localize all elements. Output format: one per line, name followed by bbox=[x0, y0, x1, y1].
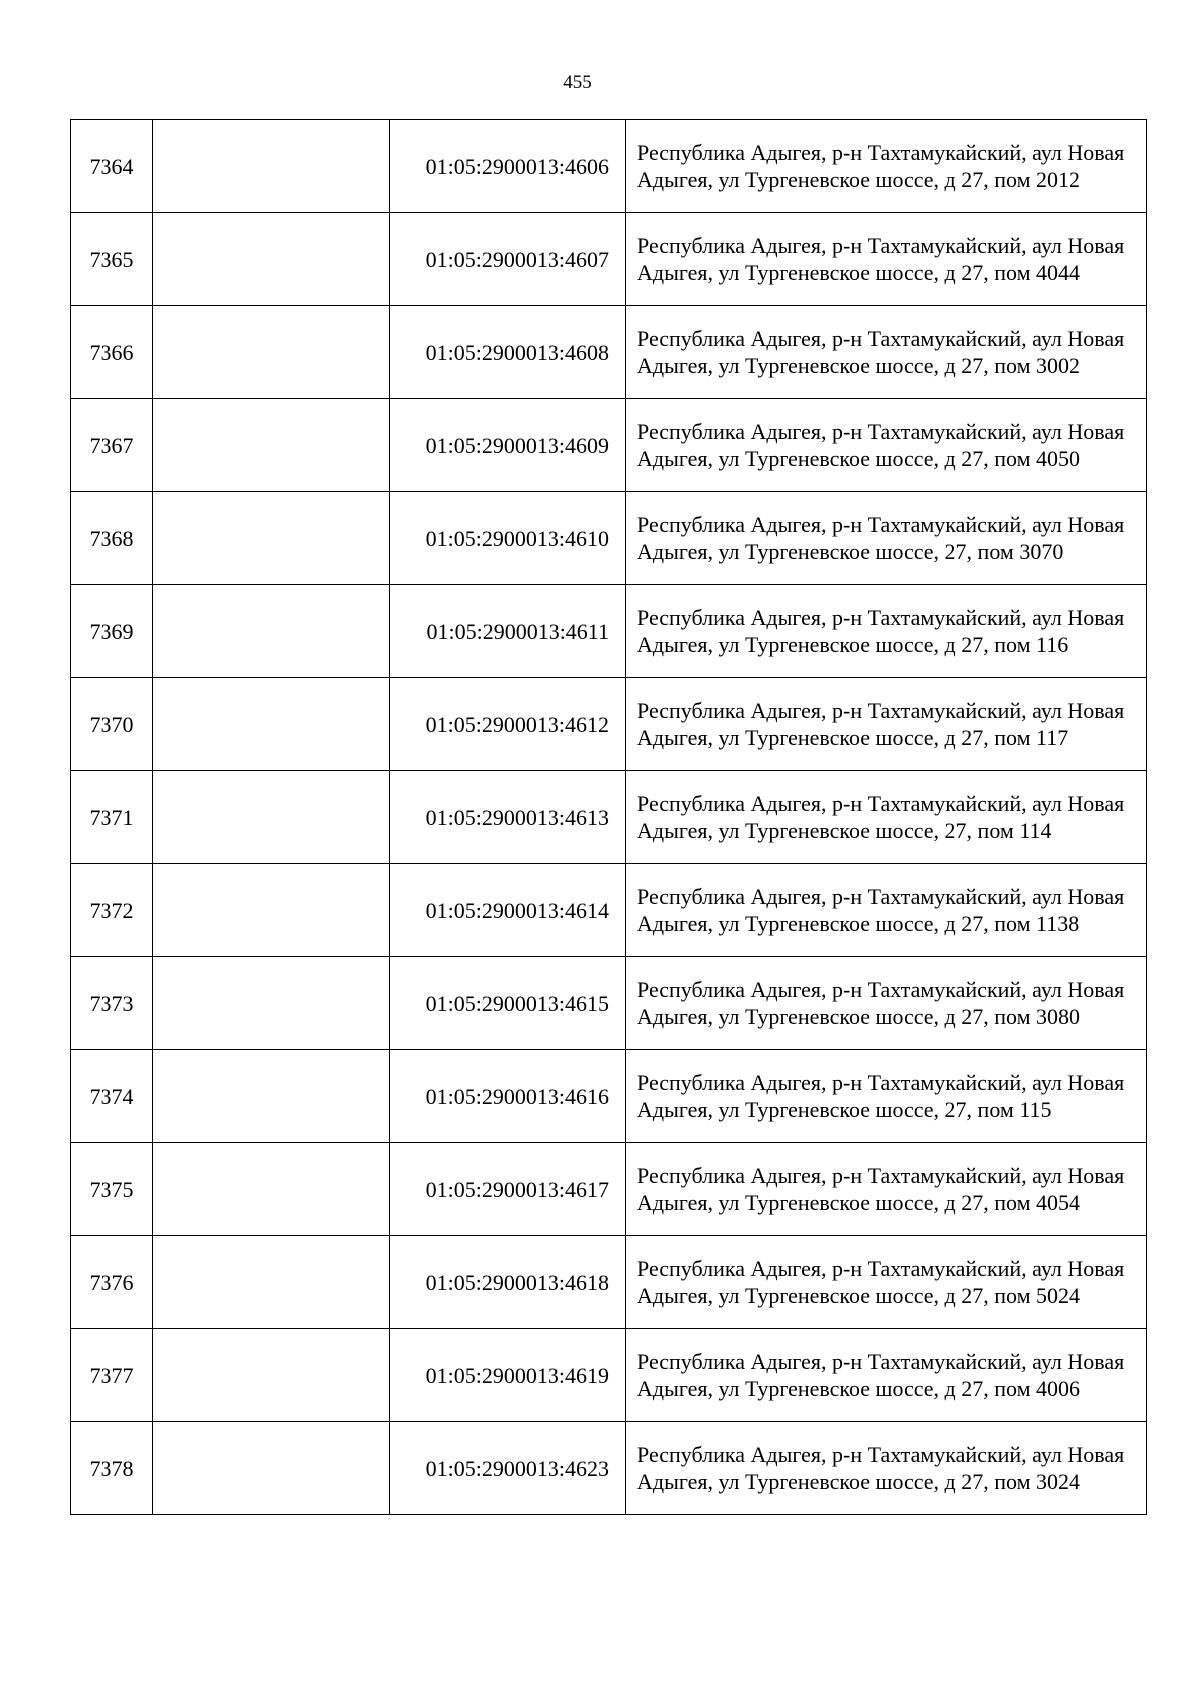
cadastral-number: 01:05:2900013:4623 bbox=[390, 1422, 626, 1515]
row-number: 7364 bbox=[71, 120, 153, 213]
property-registry-table bbox=[70, 119, 1147, 1515]
table-row bbox=[71, 678, 1147, 771]
row-number: 7372 bbox=[71, 864, 153, 957]
table-row bbox=[71, 585, 1147, 678]
address: Республика Адыгея, р-н Тахтамукайский, аул Новая Адыгея, ул Тургеневское шоссе, д 27, пом 116 bbox=[626, 585, 1147, 678]
row-number: 7370 bbox=[71, 678, 153, 771]
table-row bbox=[71, 957, 1147, 1050]
row-number: 7367 bbox=[71, 399, 153, 492]
cadastral-number: 01:05:2900013:4616 bbox=[390, 1050, 626, 1143]
address: Республика Адыгея, р-н Тахтамукайский, аул Новая Адыгея, ул Тургеневское шоссе, д 27, пом 2012 bbox=[626, 120, 1147, 213]
cadastral-number: 01:05:2900013:4612 bbox=[390, 678, 626, 771]
empty-cell bbox=[153, 1236, 390, 1329]
address: Республика Адыгея, р-н Тахтамукайский, аул Новая Адыгея, ул Тургеневское шоссе, д 27, пом 4054 bbox=[626, 1143, 1147, 1236]
empty-cell bbox=[153, 492, 390, 585]
address: Республика Адыгея, р-н Тахтамукайский, аул Новая Адыгея, ул Тургеневское шоссе, 27, пом 115 bbox=[626, 1050, 1147, 1143]
empty-cell bbox=[153, 399, 390, 492]
table-row bbox=[71, 771, 1147, 864]
cadastral-number: 01:05:2900013:4615 bbox=[390, 957, 626, 1050]
row-number: 7368 bbox=[71, 492, 153, 585]
row-number: 7375 bbox=[71, 1143, 153, 1236]
address: Республика Адыгея, р-н Тахтамукайский, аул Новая Адыгея, ул Тургеневское шоссе, д 27, пом 117 bbox=[626, 678, 1147, 771]
cadastral-number: 01:05:2900013:4614 bbox=[390, 864, 626, 957]
cadastral-number: 01:05:2900013:4610 bbox=[390, 492, 626, 585]
table-row bbox=[71, 1236, 1147, 1329]
empty-cell bbox=[153, 1422, 390, 1515]
row-number: 7371 bbox=[71, 771, 153, 864]
empty-cell bbox=[153, 957, 390, 1050]
empty-cell bbox=[153, 585, 390, 678]
page-number: 455 bbox=[563, 72, 592, 93]
address: Республика Адыгея, р-н Тахтамукайский, аул Новая Адыгея, ул Тургеневское шоссе, д 27, пом 5024 bbox=[626, 1236, 1147, 1329]
address: Республика Адыгея, р-н Тахтамукайский, аул Новая Адыгея, ул Тургеневское шоссе, д 27, пом 1138 bbox=[626, 864, 1147, 957]
address: Республика Адыгея, р-н Тахтамукайский, аул Новая Адыгея, ул Тургеневское шоссе, д 27, пом 4044 bbox=[626, 213, 1147, 306]
table-row bbox=[71, 213, 1147, 306]
address: Республика Адыгея, р-н Тахтамукайский, аул Новая Адыгея, ул Тургеневское шоссе, д 27, пом 3002 bbox=[626, 306, 1147, 399]
table-row bbox=[71, 1329, 1147, 1422]
table-body bbox=[71, 120, 1147, 1515]
cadastral-number: 01:05:2900013:4611 bbox=[390, 585, 626, 678]
address: Республика Адыгея, р-н Тахтамукайский, аул Новая Адыгея, ул Тургеневское шоссе, д 27, пом 4006 bbox=[626, 1329, 1147, 1422]
row-number: 7377 bbox=[71, 1329, 153, 1422]
empty-cell bbox=[153, 1329, 390, 1422]
table-row bbox=[71, 399, 1147, 492]
row-number: 7374 bbox=[71, 1050, 153, 1143]
empty-cell bbox=[153, 864, 390, 957]
cadastral-number: 01:05:2900013:4617 bbox=[390, 1143, 626, 1236]
empty-cell bbox=[153, 120, 390, 213]
table-row bbox=[71, 120, 1147, 213]
empty-cell bbox=[153, 1050, 390, 1143]
empty-cell bbox=[153, 213, 390, 306]
row-number: 7378 bbox=[71, 1422, 153, 1515]
cadastral-number: 01:05:2900013:4613 bbox=[390, 771, 626, 864]
table-row bbox=[71, 492, 1147, 585]
cadastral-number: 01:05:2900013:4607 bbox=[390, 213, 626, 306]
table-row bbox=[71, 1422, 1147, 1515]
row-number: 7376 bbox=[71, 1236, 153, 1329]
cadastral-number: 01:05:2900013:4608 bbox=[390, 306, 626, 399]
empty-cell bbox=[153, 771, 390, 864]
table-row bbox=[71, 1143, 1147, 1236]
address: Республика Адыгея, р-н Тахтамукайский, аул Новая Адыгея, ул Тургеневское шоссе, д 27, пом 4050 bbox=[626, 399, 1147, 492]
address: Республика Адыгея, р-н Тахтамукайский, аул Новая Адыгея, ул Тургеневское шоссе, 27, пом 114 bbox=[626, 771, 1147, 864]
table-row bbox=[71, 306, 1147, 399]
address: Республика Адыгея, р-н Тахтамукайский, аул Новая Адыгея, ул Тургеневское шоссе, д 27, пом 3024 bbox=[626, 1422, 1147, 1515]
table-row bbox=[71, 864, 1147, 957]
row-number: 7366 bbox=[71, 306, 153, 399]
empty-cell bbox=[153, 306, 390, 399]
table-row bbox=[71, 1050, 1147, 1143]
address: Республика Адыгея, р-н Тахтамукайский, аул Новая Адыгея, ул Тургеневское шоссе, д 27, пом 3080 bbox=[626, 957, 1147, 1050]
row-number: 7365 bbox=[71, 213, 153, 306]
cadastral-number: 01:05:2900013:4606 bbox=[390, 120, 626, 213]
row-number: 7373 bbox=[71, 957, 153, 1050]
address: Республика Адыгея, р-н Тахтамукайский, аул Новая Адыгея, ул Тургеневское шоссе, 27, пом 3070 bbox=[626, 492, 1147, 585]
row-number: 7369 bbox=[71, 585, 153, 678]
empty-cell bbox=[153, 678, 390, 771]
empty-cell bbox=[153, 1143, 390, 1236]
cadastral-number: 01:05:2900013:4609 bbox=[390, 399, 626, 492]
cadastral-number: 01:05:2900013:4619 bbox=[390, 1329, 626, 1422]
cadastral-number: 01:05:2900013:4618 bbox=[390, 1236, 626, 1329]
